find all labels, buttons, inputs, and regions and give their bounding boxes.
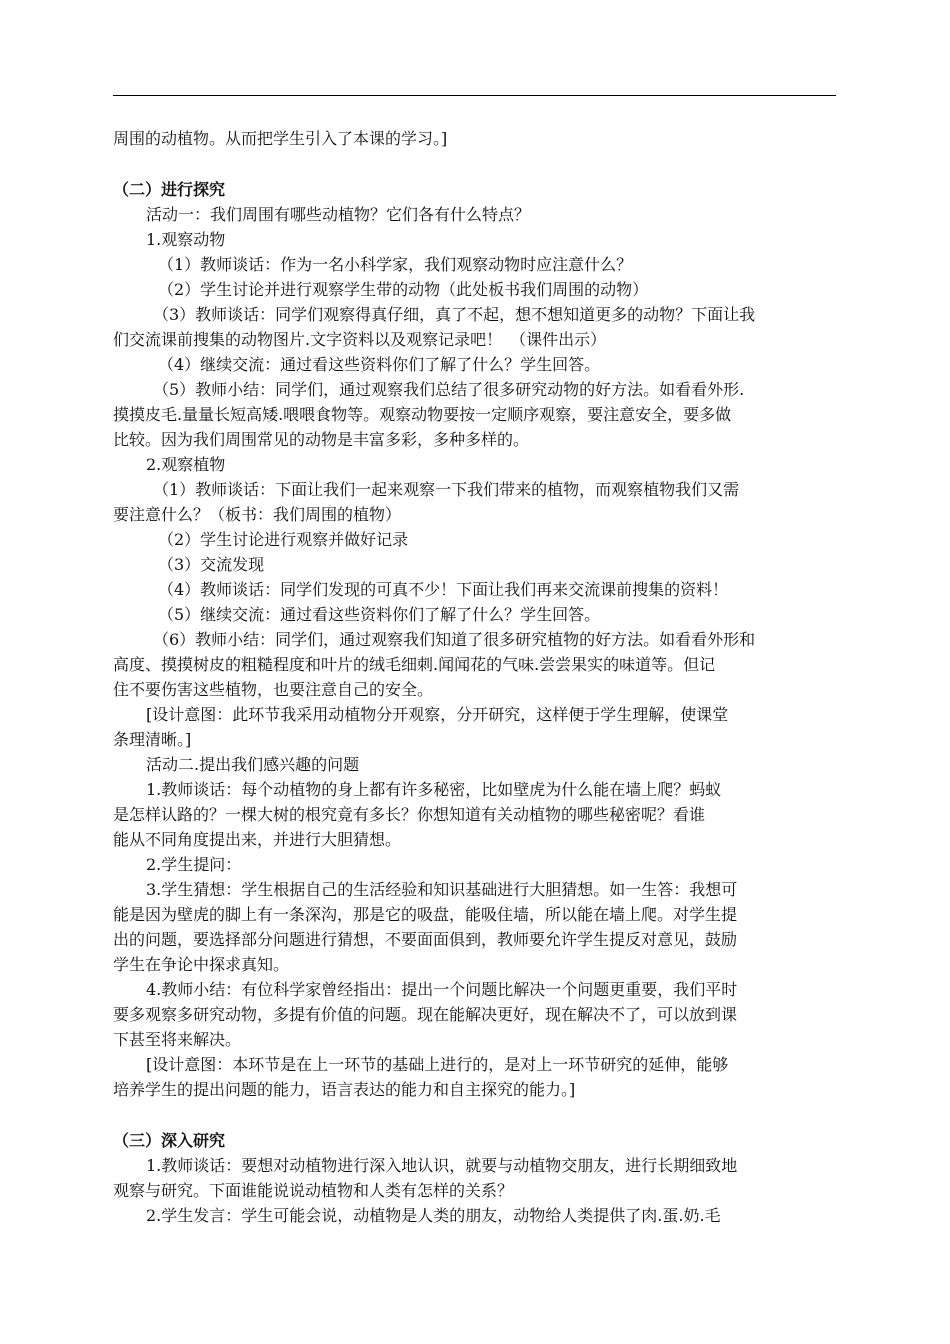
paragraph-line: 3.学生猜想：学生根据自己的生活经验和知识基础进行大胆猜想。如一生答：我想可 xyxy=(146,880,738,899)
paragraph-line: （2）学生讨论进行观察并做好记录 xyxy=(158,530,409,549)
design-intent-note: [设计意图：此环节我采用动植物分开观察，分开研究，这样便于学生理解，使课堂 xyxy=(146,705,729,724)
paragraph-line: （1）教师谈话：下面让我们一起来观察一下我们带来的植物，而观察植物我们又需 xyxy=(153,480,740,499)
paragraph-line: 是怎样认路的？一棵大树的根究竟有多长？你想知道有关动植物的哪些秘密呢？看谁 xyxy=(113,805,706,824)
paragraph-line: 2.学生发言：学生可能会说，动植物是人类的朋友，动物给人类提供了肉.蛋.奶.毛 xyxy=(146,1206,721,1225)
subsection-heading: 2.观察植物 xyxy=(146,455,226,474)
paragraph-line: 出的问题，要选择部分问题进行猜想，不要面面俱到，教师要允许学生提反对意见，鼓励 xyxy=(113,930,738,949)
paragraph-line: 能是因为壁虎的脚上有一条深沟，那是它的吸盘，能吸住墙，所以能在墙上爬。对学生提 xyxy=(113,905,738,924)
paragraph-line: （2）学生讨论并进行观察学生带的动物（此处板书我们周围的动物） xyxy=(158,280,649,299)
paragraph-line: 1.教师谈话：每个动植物的身上都有许多秘密，比如壁虎为什么能在墙上爬？蚂蚁 xyxy=(146,780,722,799)
paragraph-line: 4.教师小结：有位科学家曾经指出：提出一个问题比解决一个问题更重要，我们平时 xyxy=(146,980,738,999)
paragraph-line: 下甚至将来解决。 xyxy=(113,1030,242,1049)
paragraph-line: 们交流课前搜集的动物图片.文字资料以及观察记录吧！ （课件出示） xyxy=(113,330,607,349)
design-intent-note: 培养学生的提出问题的能力，语言表达的能力和自主探究的能力。] xyxy=(113,1080,576,1099)
activity-heading: 活动二.提出我们感兴趣的问题 xyxy=(146,755,360,774)
paragraph-line: （4）教师谈话：同学们发现的可真不少！下面让我们再来交流课前搜集的资料！ xyxy=(158,580,729,599)
design-intent-note: [设计意图：本环节是在上一环节的基础上进行的，是对上一环节研究的延伸，能够 xyxy=(146,1055,729,1074)
paragraph-line: 周围的动植物。从而把学生引入了本课的学习。] xyxy=(113,129,448,148)
subsection-heading: 1.观察动物 xyxy=(146,230,226,249)
paragraph-line: 要多观察多研究动物，多提有价值的问题。现在能解决更好，现在解决不了，可以放到课 xyxy=(113,1005,738,1024)
document-body xyxy=(113,126,837,1228)
paragraph-line: 1.教师谈话：要想对动植物进行深入地认识，就要与动植物交朋友，进行长期细致地 xyxy=(146,1156,738,1175)
design-intent-note: 条理清晰。] xyxy=(113,730,192,749)
paragraph-line: 要注意什么？（板书：我们周围的植物） xyxy=(113,505,402,524)
paragraph-line: （3）交流发现 xyxy=(158,555,265,574)
paragraph-line: （1）教师谈话：作为一名小科学家，我们观察动物时应注意什么？ xyxy=(158,255,633,274)
paragraph-line: 观察与研究。下面谁能说说动植物和人类有怎样的关系？ xyxy=(113,1181,514,1200)
paragraph-line: 能从不同角度提出来，并进行大胆猜想。 xyxy=(113,830,402,849)
paragraph-line: 学生在争论中探求真知。 xyxy=(113,955,290,974)
paragraph-line: （5）继续交流：通过看这些资料你们了解了什么？学生回答。 xyxy=(158,605,601,624)
paragraph-line: 比较。因为我们周围常见的动物是丰富多彩，多种多样的。 xyxy=(113,430,530,449)
activity-heading: 活动一：我们周围有哪些动植物？它们各有什么特点？ xyxy=(146,205,531,224)
header-rule xyxy=(113,95,836,96)
paragraph-line: 住不要伤害这些植物，也要注意自己的安全。 xyxy=(113,680,434,699)
paragraph-line: （4）继续交流：通过看这些资料你们了解了什么？学生回答。 xyxy=(158,355,601,374)
paragraph-line: （6）教师小结：同学们，通过观察我们知道了很多研究植物的好方法。如看看外形和 xyxy=(153,630,756,649)
paragraph-line: 高度、摸摸树皮的粗糙程度和叶片的绒毛细刺.闻闻花的气味.尝尝果实的味道等。但记 xyxy=(113,655,716,674)
section-heading: （二）进行探究 xyxy=(113,180,226,199)
paragraph-line: 2.学生提问： xyxy=(146,855,242,874)
paragraph-line: 摸摸皮毛.量量长短高矮.喂喂食物等。观察动物要按一定顺序观察，要注意安全，要多做 xyxy=(113,405,732,424)
paragraph-line: （3）教师谈话：同学们观察得真仔细，真了不起，想不想知道更多的动物？下面让我 xyxy=(153,305,756,324)
paragraph-line: （5）教师小结：同学们，通过观察我们总结了很多研究动物的好方法。如看看外形. xyxy=(153,380,745,399)
section-heading: （三）深入研究 xyxy=(113,1131,226,1150)
